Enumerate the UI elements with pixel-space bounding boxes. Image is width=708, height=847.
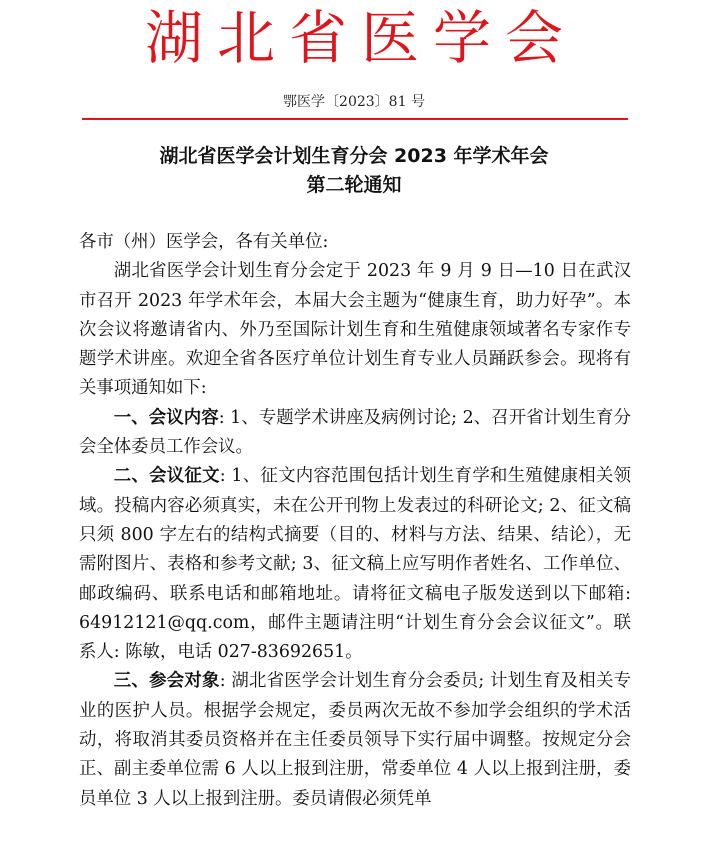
salutation: 各市（州）医学会，各有关单位: [79,232,329,252]
section-meeting-content [79,404,631,463]
section-heading: 一、会议内容 [113,407,219,428]
section-text: : 湖北省医学会计划生育分会委员; 计划生育及相关专业的医护人员。根据学会规定，委员两次无故不参加学会组织的学术活动，将取消其委员资格并在主任委员领导下实行届中调整。按规定分会正、副主委单位需 6 人以上报到注册，常委单位 4 人以上报到注册，委员单位 3 人以上报到注册。委员请假必须凭单 [79,671,631,809]
section-heading: 三、参会对象 [113,671,220,692]
document-number: 鄂医学〔2023〕81 号 [283,94,425,110]
section-heading: 二、会议征文 [113,466,220,487]
section-attendees [79,667,631,813]
section-text: : 1、专题学术讲座及病例讨论; 2、召开省计划生育分会全体委员工作会议。 [79,407,631,458]
organization-letterhead: 湖北省医学会 [144,4,577,72]
section-text: : 1、征文内容范围包括计划生育学和生殖健康相关领域。投稿内容必须真实，未在公开刊物上发表过的科研论文; 2、征文稿只须 800 字左右的结构式摘要（目的、材料与方法、结果、结论），无需附图片、表格和参考文献; 3、征文稿上应写明作者姓名、工作单位、邮政编码、联系电话和邮箱地址。请将征文稿电子版发送到以下邮箱: 64912121@qq.com，邮件主题请注明“计划生育分会会议征文”。联系人: 陈敏，电话 027-83692651。 [79,466,631,663]
section-paper-call [79,462,631,667]
intro-paragraph: 湖北省医学会计划生育分会定于 2023 年 9 月 9 日—10 日在武汉市召开 2023 年学术年会，本届大会主题为“健康生育，助力好孕”。本次会议将邀请省内、外乃至国际计划生育和生殖健康领域著名专家作专题学术讲座。欢迎全省各医疗单位计划生育专业人员踊跃参会。现将有关事项通知如下: [79,261,631,399]
notice-title-line1: 湖北省医学会计划生育分会 2023 年学术年会 [159,145,549,167]
letterhead-divider [82,118,628,120]
notice-body [79,228,631,814]
notice-title-line2: 第二轮通知 [306,174,402,196]
